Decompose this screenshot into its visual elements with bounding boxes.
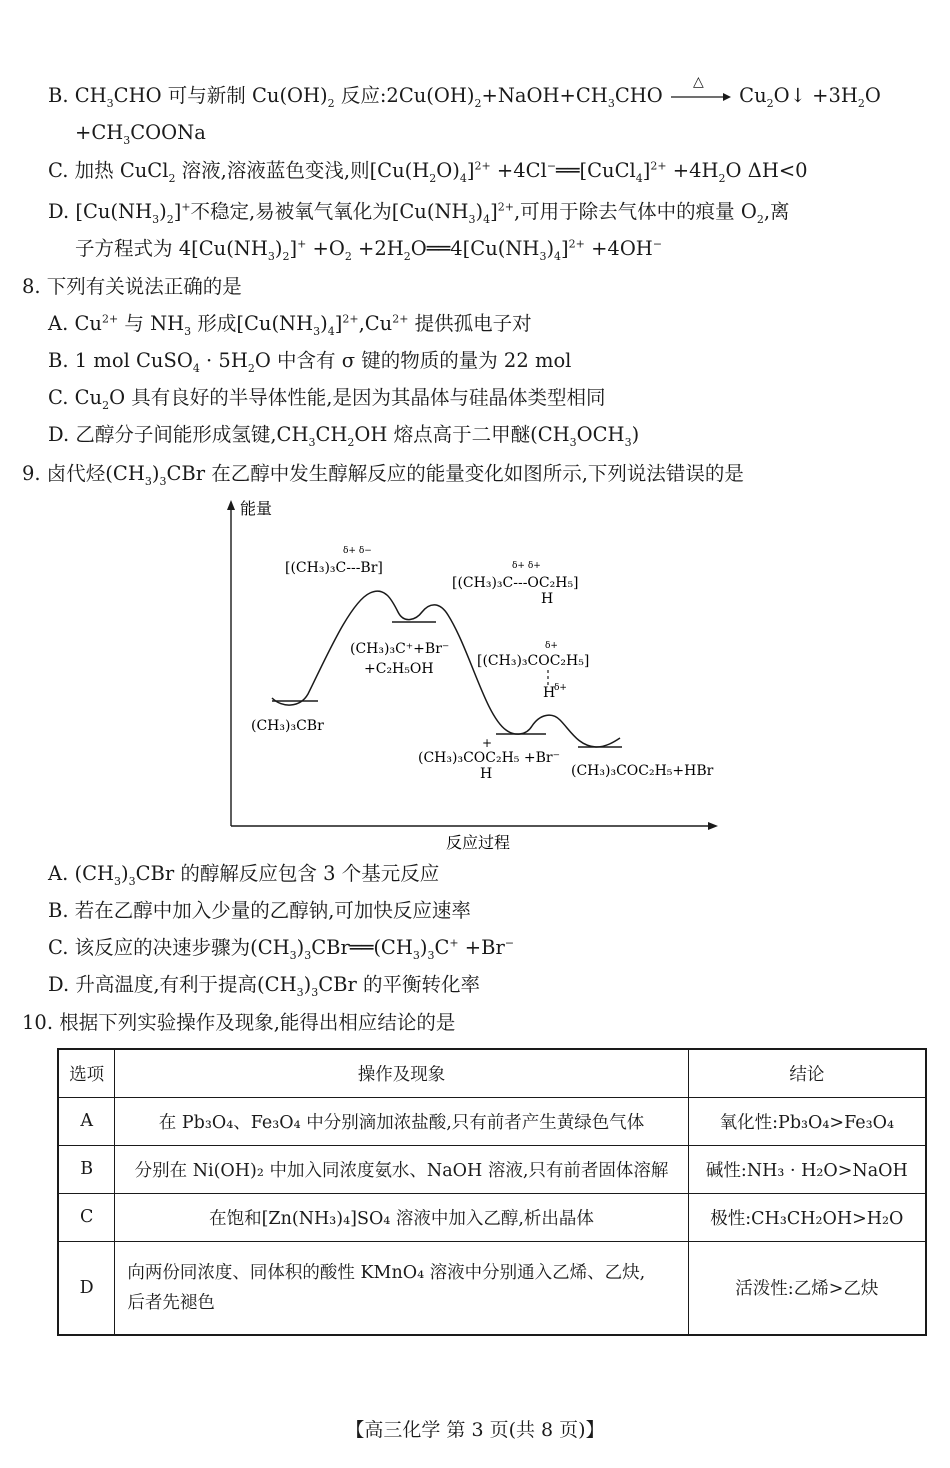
ts2-label: [(CH₃)₃C---OC₂H₅] [452,575,579,591]
row-option: D [58,1241,115,1335]
q8-option-a: A. $Cu^{2+}$ 与 $NH_3$ 形成$[Cu(NH_3)_4]^{2+},Cu^{2+}$ 提供孤电子对 [48,312,532,338]
ts3-charge: δ+ [545,641,558,651]
q9-stem: 9. 卤代烃$(CH_3)_3CBr$ 在乙醇中发生醇解反应的能量变化如图所示,下列说法错误的是 [22,462,744,488]
row-operation: 分别在 Ni(OH)₂ 中加入同浓度氨水、NaOH 溶液,只有前者固体溶解 [115,1145,688,1193]
int2-plus: + [482,736,493,750]
product-label: (CH₃)₃COC₂H₅+HBr [571,763,714,779]
row-operation-line1: 向两份同浓度、同体积的酸性 KMnO₄ 溶液中分别通入乙烯、乙炔, [127,1262,646,1283]
q8-option-c: C. $Cu_2O$ 具有良好的半导体性能,是因为其晶体与硅晶体类型相同 [48,386,606,412]
q7-option-d-line2: 子方程式为 $4[Cu(NH_3)_2]^+ +O_2$ $+2H_2O══4[Cu(NH_3)_4]^{2+} +4OH^-$ [75,237,663,263]
heating-arrow: △ [669,87,733,107]
row-conclusion: 碱性:NH₃ · H₂O>NaOH [688,1145,926,1193]
row-option: B [58,1145,115,1193]
int2-label: (CH₃)₃COC₂H₅ +Br⁻ [418,750,560,766]
row-option: C [58,1193,115,1241]
ts3-h-charge: δ+ [554,683,567,693]
experiment-table [57,1048,927,1336]
table-row [58,1193,926,1241]
header-conclusion: 结论 [688,1049,926,1097]
row-conclusion: 活泼性:乙烯>乙炔 [688,1241,926,1335]
table-row [58,1241,926,1335]
table-header-row [58,1049,926,1097]
ts1-label: [(CH₃)₃C---Br] [285,560,383,576]
q7-option-b: B. $CH_3CHO$ 可与新制 $Cu(OH)_2$ 反应$:2Cu(OH)_2+NaOH+CH_3CHO$ △ $Cu_2O↓ +3H_2O$ [48,73,881,110]
x-axis-arrow [708,822,718,830]
q8-option-b: B. 1 mol CuSO$_4$ · $5H_2O$ 中含有 σ 键的物质的量为 22 mol [48,349,572,375]
header-operation: 操作及现象 [115,1049,688,1097]
row-conclusion: 极性:CH₃CH₂OH>H₂O [688,1193,926,1241]
q9-option-a: A. $(CH_3)_3CBr$ 的醇解反应包含 3 个基元反应 [48,862,440,888]
ts2-charges: δ+ δ+ [512,561,541,571]
y-axis-label: 能量 [240,499,273,518]
table-row [58,1097,926,1145]
energy-curve [272,591,620,747]
row-operation: 在 Pb₃O₄、Fe₃O₄ 中分别滴加浓盐酸,只有前者产生黄绿色气体 [115,1097,688,1145]
int1-label-b: +C₂H₅OH [364,661,434,677]
row-operation: 在饱和[Zn(NH₃)₄]SO₄ 溶液中加入乙醇,析出晶体 [115,1193,688,1241]
table-row [58,1145,926,1193]
int2-h: H [480,766,493,782]
q8-option-d: D. 乙醇分子间能形成氢键$,CH_3CH_2OH$ 熔点高于二甲醚$(CH_3OCH_3)$ [48,423,640,449]
row-conclusion: 氧化性:Pb₃O₄>Fe₃O₄ [688,1097,926,1145]
row-operation [115,1241,688,1335]
int1-label-a: (CH₃)₃C⁺+Br⁻ [350,641,450,657]
reactant-label: (CH₃)₃CBr [251,718,324,734]
energy-diagram [0,490,950,860]
row-operation-line2: 后者先褪色 [127,1292,215,1313]
q10-stem: 10. 根据下列实验操作及现象,能得出相应结论的是 [22,1011,456,1034]
q8-stem: 8. 下列有关说法正确的是 [22,275,242,298]
q7-option-c: C. 加热 CuCl$_2$ 溶液,溶液蓝色变浅,则$[Cu(H_2O)_4]^{2+}$ +4Cl−══[CuCl$_4$]$^{2+}$ $+4H_2O$ ΔH<0 [48,159,808,185]
ts2-h: H [541,591,554,607]
page-footer: 【高三化学 第 3 页(共 8 页)】 [345,1419,605,1441]
q9-option-b: B. 若在乙醇中加入少量的乙醇钠,可加快反应速率 [48,899,471,922]
ts3-h: H [543,685,556,701]
y-axis-arrow [227,500,235,510]
q9-option-c: C. 该反应的决速步骤为$(CH_3)_3CBr══(CH_3)_3C^+ +Br^-$ [48,936,515,962]
q7-option-d: D. $[Cu(NH_3)_2]^+$不稳定,易被氧气氧化为$[Cu(NH_3)_4]^{2+}$,可用于除去气体中的痕量 $O_2$,离 [48,200,790,226]
q7-option-b-line2: $+CH_3COONa$ [75,121,206,147]
header-option: 选项 [58,1049,115,1097]
ts1-charges: δ+ δ− [343,546,372,556]
row-option: A [58,1097,115,1145]
ts3-label: [(CH₃)₃COC₂H₅] [477,653,590,669]
x-axis-label: 反应过程 [446,833,511,852]
q9-option-d: D. 升高温度,有利于提高$(CH_3)_3CBr$ 的平衡转化率 [48,973,480,999]
